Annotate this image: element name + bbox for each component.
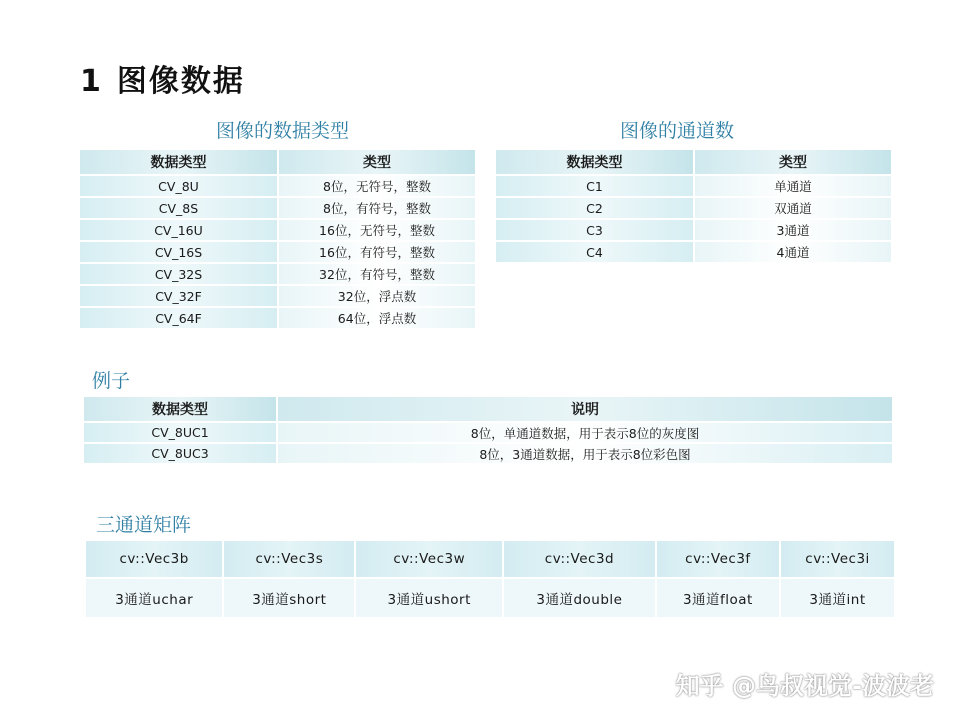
table-cell: 8位，有符号，整数	[279, 198, 475, 218]
table-cell: cv::Vec3i	[781, 541, 894, 577]
header-cell: 数据类型	[80, 150, 277, 174]
table-cell: 8位，无符号，整数	[279, 176, 475, 196]
table-cell: CV_8S	[80, 198, 277, 218]
types-caption: 图像的数据类型	[216, 120, 350, 142]
table-row	[80, 242, 475, 262]
table-header-row	[80, 150, 475, 174]
table-cell: cv::Vec3f	[657, 541, 779, 577]
table-row	[80, 220, 475, 240]
header-cell: 类型	[695, 150, 891, 174]
section-title: 图像数据	[116, 64, 245, 99]
table-cell: 16位，无符号，整数	[279, 220, 475, 240]
table-cell: 16位，有符号，整数	[279, 242, 475, 262]
table-cell: 双通道	[695, 198, 891, 218]
table-cell: CV_16U	[80, 220, 277, 240]
section-number: 1	[80, 64, 103, 99]
watermark: 知乎 @鸟叔视觉-波波老	[675, 672, 934, 700]
header-cell: 数据类型	[84, 397, 276, 421]
table-row	[86, 579, 894, 617]
table-cell: CV_8UC1	[84, 423, 276, 442]
table-header-row	[84, 397, 892, 421]
table-row	[496, 176, 891, 196]
table-cell: cv::Vec3b	[86, 541, 222, 577]
table-cell: cv::Vec3w	[356, 541, 502, 577]
table-cell: CV_8U	[80, 176, 277, 196]
table-cell: CV_32F	[80, 286, 277, 306]
table-cell: 8位，3通道数据，用于表示8位彩色图	[278, 444, 892, 463]
table-row	[80, 264, 475, 284]
table-cell: C4	[496, 242, 693, 262]
table-cell: 3通道ushort	[356, 579, 502, 617]
table-cell: C2	[496, 198, 693, 218]
table-cell: 3通道int	[781, 579, 894, 617]
channels-caption: 图像的通道数	[620, 120, 735, 142]
table-cell: 3通道short	[224, 579, 354, 617]
table-cell: CV_32S	[80, 264, 277, 284]
table-cell: CV_16S	[80, 242, 277, 262]
table-cell: 8位，单通道数据，用于表示8位的灰度图	[278, 423, 892, 442]
table-cell: C1	[496, 176, 693, 196]
table-row	[80, 198, 475, 218]
table-cell: 单通道	[695, 176, 891, 196]
table-row	[80, 308, 475, 328]
vec-caption: 三通道矩阵	[96, 514, 192, 536]
table-row	[84, 444, 892, 463]
header-cell: 说明	[278, 397, 892, 421]
table-cell: 3通道double	[504, 579, 655, 617]
table-row	[86, 541, 894, 577]
table-row	[496, 220, 891, 240]
table-cell: 3通道float	[657, 579, 779, 617]
table-row	[80, 286, 475, 306]
table-cell: 3通道uchar	[86, 579, 222, 617]
table-cell: C3	[496, 220, 693, 240]
table-cell: CV_64F	[80, 308, 277, 328]
channels-table	[494, 148, 893, 264]
example-caption: 例子	[92, 370, 131, 392]
table-cell: CV_8UC3	[84, 444, 276, 463]
table-cell: cv::Vec3d	[504, 541, 655, 577]
table-header-row	[496, 150, 891, 174]
table-row	[80, 176, 475, 196]
table-cell: 3通道	[695, 220, 891, 240]
data-types-table	[78, 148, 477, 330]
example-table	[82, 395, 894, 465]
table-cell: 32位，浮点数	[279, 286, 475, 306]
table-cell: cv::Vec3s	[224, 541, 354, 577]
table-row	[84, 423, 892, 442]
page-title	[80, 56, 245, 100]
table-row	[496, 242, 891, 262]
table-cell: 32位，有符号，整数	[279, 264, 475, 284]
header-cell: 数据类型	[496, 150, 693, 174]
table-cell: 64位，浮点数	[279, 308, 475, 328]
table-row	[496, 198, 891, 218]
table-cell: 4通道	[695, 242, 891, 262]
vec3-table	[84, 539, 896, 619]
header-cell: 类型	[279, 150, 475, 174]
